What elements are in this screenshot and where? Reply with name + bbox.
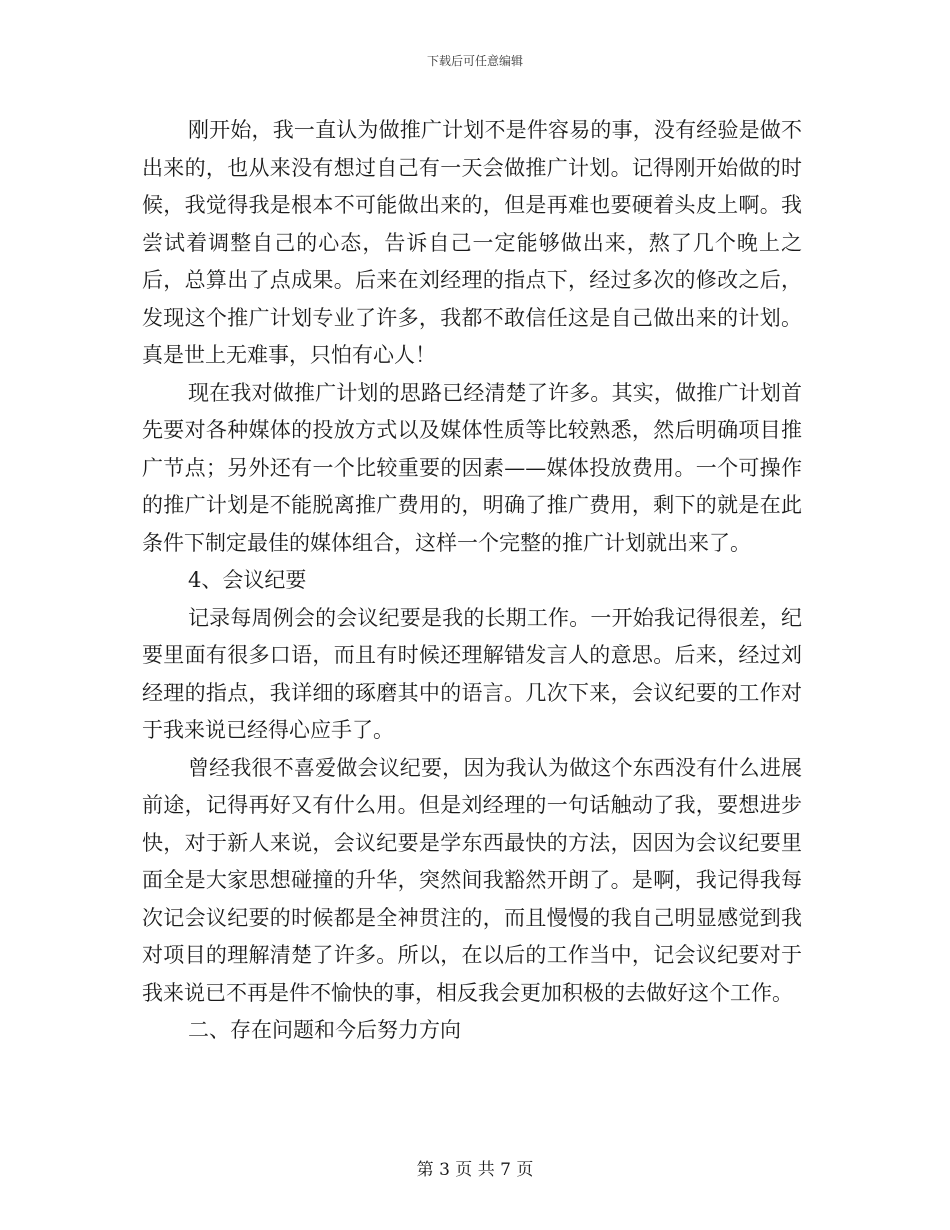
paragraph-meeting-minutes-work: 记录每周例会的会议纪要是我的长期工作。一开始我记得很差，纪要里面有很多口语，而且有时候还理解错发言人的意思。后来，经过刘经理的指点，我详细的琢磨其中的语言。几次下来，会议纪要的工作对于我来说已经得心应手了。 — [142, 605, 802, 742]
paragraph-promotion-plan-approach: 现在我对做推广计划的思路已经清楚了许多。其实，做推广计划首先要对各种媒体的投放方式以及媒体性质等比较熟悉，然后明确项目推广节点；另外还有一个比较重要的因素——媒体投放费用。一个可操作的推广计划是不能脱离推广费用的，明确了推广费用，剩下的就是在此条件下制定最佳的媒体组合，这样一个完整的推广计划就出来了。 — [142, 380, 802, 555]
paragraph-promotion-plan-start: 刚开始，我一直认为做推广计划不是件容易的事，没有经验是做不出来的，也从来没有想过自己有一天会做推广计划。记得刚开始做的时候，我觉得我是根本不可能做出来的，但是再难也要硬着头皮上啊。我尝试着调整自己的心态，告诉自己一定能够做出来，熬了几个晚上之后，总算出了点成果。后来在刘经理的指点下，经过多次的修改之后，发现这个推广计划专业了许多，我都不敢信任这是自己做出来的计划。真是世上无难事，只怕有心人！ — [142, 118, 802, 367]
page-header-note: 下载后可任意编辑 — [426, 54, 523, 68]
section-heading-problems-and-direction: 二、存在问题和今后努力方向 — [188, 1018, 461, 1042]
section-heading-meeting-minutes: 4、会议纪要 — [188, 568, 307, 592]
page-number-footer: 第 3 页 共 7 页 — [416, 1160, 534, 1180]
paragraph-meeting-minutes-reflection: 曾经我很不喜爱做会议纪要，因为我认为做这个东西没有什么进展前途，记得再好又有什么用。但是刘经理的一句话触动了我，要想进步快，对于新人来说，会议纪要是学东西最快的方法，因因为会议纪要里面全是大家思想碰撞的升华，突然间我豁然开朗了。是啊，我记得我每次记会议纪要的时候都是全神贯注的，而且慢慢的我自己明显感觉到我对项目的理解清楚了许多。所以，在以后的工作当中，记会议纪要对于我来说已不再是件不愉快的事，相反我会更加积极的去做好这个工作。 — [142, 755, 802, 1005]
document-body — [142, 112, 802, 1050]
